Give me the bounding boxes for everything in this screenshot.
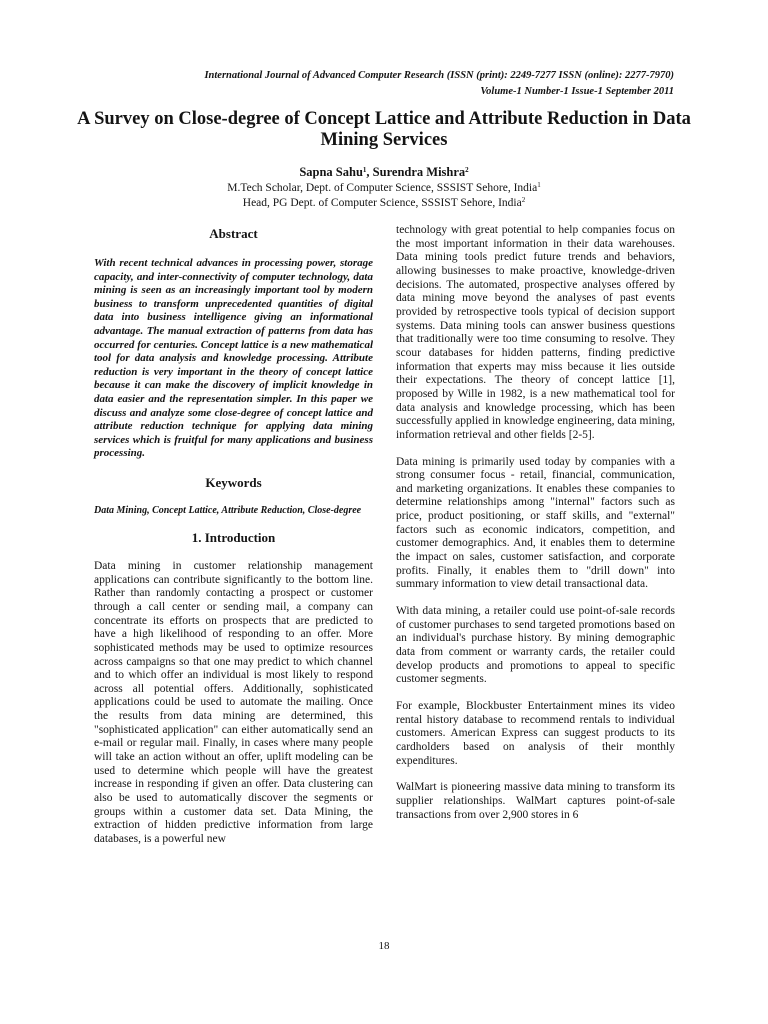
author-separator: ,	[366, 165, 373, 179]
author-name: Surendra Mishra	[372, 165, 466, 179]
affiliation-text: Head, PG Dept. of Computer Science, SSSIST Sehore, India	[242, 197, 522, 209]
affiliation	[70, 196, 698, 210]
abstract-heading: Abstract	[209, 226, 258, 241]
author-name: Sapna Sahu	[299, 165, 363, 179]
body-paragraph: Data mining is primarily used today by companies with a strong consumer focus - retail, financial, communication, and marketing organizations. It enables these companies to determine relationships among "internal" factors such as price, product positioning, or staff skills, and "external" factors such as economic indicators, competition, and customer demographics. And, it enables them to determine the impact on sales, customer satisfaction, and corporate profits. Finally, it enables them to "drill down" into summary information to view detail transactional data.	[396, 455, 675, 591]
abstract-body: With recent technical advances in processing power, storage capacity, and inter-connectivity of computer technology, data mining is seen as an increasingly important tool by modern business to transform unprecedented quantities of digital data into business intelligence giving an informational advantage. The manual extraction of patterns from data has occurred for centuries. Concept lattice is a new mathematical tool for data analysis and knowledge processing. Attribute reduction is very important in the theory of concept lattice because it can make the discovery of implicit knowledge in data easier and the representation simpler. In this paper we discuss and analyze some close-degree of concept lattice and attribute reduction technique for applying data mining services which is fruitful for many applications and business processing.	[94, 257, 373, 460]
journal-issue-line: Volume-1 Number-1 Issue-1 September 2011	[480, 86, 674, 97]
introduction-paragraph: Data mining in customer relationship management applications can contribute significantly to the bottom line. Rather than randomly contacting a prospect or customer through a call center or sending mail, a company can concentrate its efforts on prospects that are predicted to have a high likelihood of responding to an offer. More sophisticated methods may be used to optimize resources across campaigns so that one may predict to which channel and to which offer an individual is most likely to respond across all potential offers. Additionally, sophisticated applications could be used to automate the mailing. Once the results from data mining are determined, this "sophisticated application" can either automatically send an e-mail or regular mail. Finally, in cases where many people will take an action without an offer, uplift modeling can be used to determine which people will have the greatest increase in responding if given an offer. Data clustering can also be used to automatically discover the segments or groups within a customer data set. Data Mining, the extraction of hidden predictive information from large databases, is a powerful new	[94, 559, 373, 846]
keywords-body: Data Mining, Concept Lattice, Attribute Reduction, Close-degree	[94, 504, 362, 516]
body-paragraph: With data mining, a retailer could use point-of-sale records of customer purchases to send targeted promotions based on an individual's purchase history. By mining demographic data from comment or warranty cards, the retailer could develop products and promotions to appeal to specific customer segments.	[396, 605, 675, 686]
body-paragraph: technology with great potential to help companies focus on the most important information in their data warehouses. Data mining tools predict future trends and behaviors, allowing businesses to make proactive, knowledge-driven decisions. The automated, prospective analyses offered by data mining move beyond the analyses of past events provided by retrospective tools typical of decision support systems. Data mining tools can answer business questions that traditionally were too time consuming to resolve. They scour databases for hidden patterns, finding predictive information that experts may miss because it lies outside their expectations. The theory of concept lattice [1], proposed by Wille in 1982, is a new mathematical tool for data analysis and knowledge processing, which has been successfully applied in knowledge engineering, data mining, information retrieval and other fields [2-5].	[396, 224, 675, 441]
page-number: 18	[378, 940, 390, 952]
affiliation-text: M.Tech Scholar, Dept. of Computer Science, SSSIST Sehore, India	[227, 182, 538, 194]
author-line	[70, 165, 698, 180]
affiliation-mark: 2	[521, 196, 526, 204]
body-paragraph: WalMart is pioneering massive data mining to transform its supplier relationships. WalMart captures point-of-sale transactions from over 2,900 stores in 6	[396, 781, 675, 821]
affiliation-mark: 1	[537, 181, 541, 189]
author-affiliation-mark: 2	[465, 166, 469, 174]
introduction-heading: 1. Introduction	[191, 529, 276, 545]
left-column	[94, 225, 373, 847]
body-paragraph: For example, Blockbuster Entertainment mines its video rental history database to recommend rentals to individual customers. American Express can suggest products to its cardholders based on analysis of their monthly expenditures.	[396, 700, 675, 767]
keywords-heading: Keywords	[205, 474, 262, 490]
right-column	[396, 224, 675, 822]
author-affiliation-mark: 1	[362, 166, 367, 174]
affiliation	[70, 181, 698, 195]
journal-header-line: International Journal of Advanced Computer Research (ISSN (print): 2249-7277 ISSN (online): 2277-7970)	[204, 70, 674, 81]
paper-title: A Survey on Close-degree of Concept Lattice and Attribute Reduction in Data Mining Services	[77, 109, 691, 150]
